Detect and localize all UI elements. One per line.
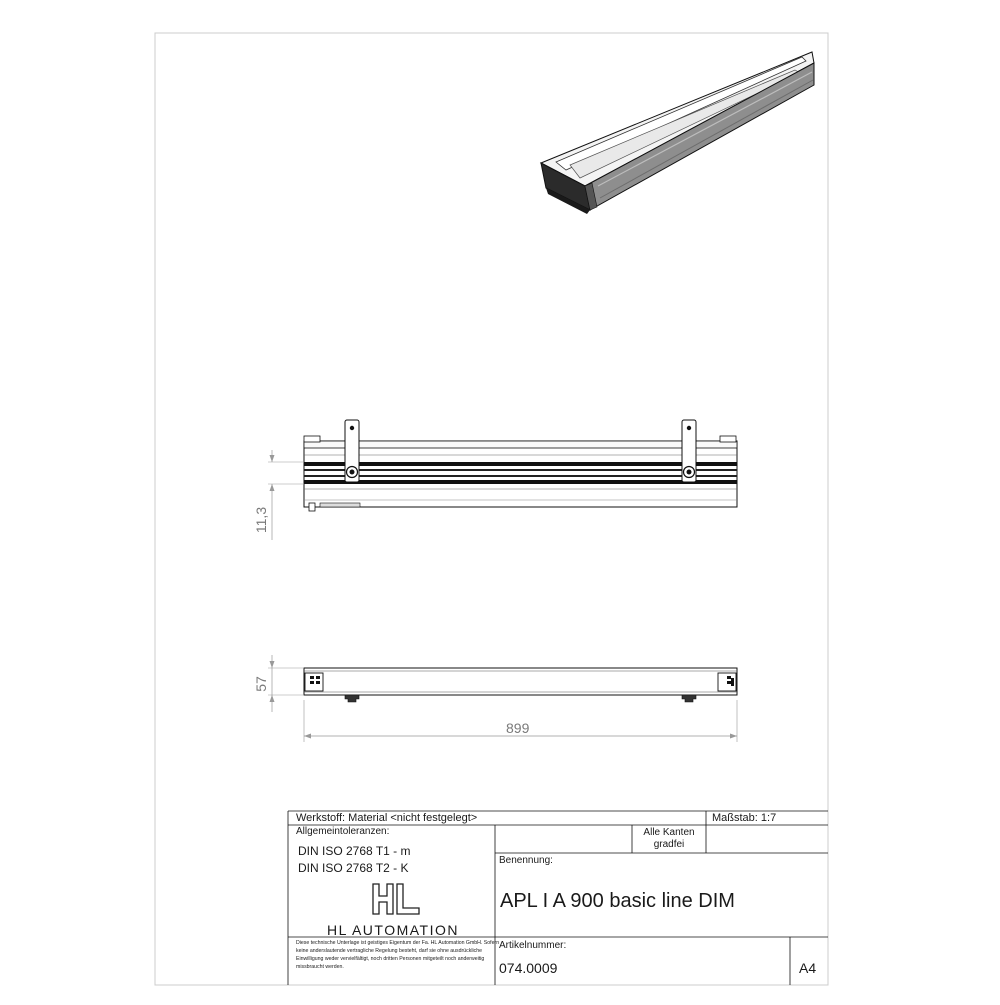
tolerance-2: DIN ISO 2768 T2 - K — [298, 861, 409, 875]
copyright-note: Diese technische Unterlage ist geistiges Eigentum der Fa. HL Automation GmbH. Sofern keine anderslautende vertragliche Regelung besteht, darf sie ohne ausdrückliche Einwilligung weder vervielfältigt, noch dritten Personen mitgeteilt noch anderweitig missbraucht werden. — [296, 940, 500, 971]
edges-note-line1: Alle Kanten — [643, 827, 695, 838]
hl-logo-icon — [373, 884, 419, 914]
name-label: Benennung: — [499, 855, 553, 866]
company-name: HL AUTOMATION — [326, 922, 460, 938]
dimension-length: 899 — [506, 720, 530, 736]
article-label: Artikelnummer: — [499, 940, 567, 951]
tolerances-label: Allgemeintoleranzen: — [296, 826, 390, 837]
bottom-view — [268, 655, 737, 742]
iso-view — [541, 52, 814, 214]
drawing-title: APL I A 900 basic line DIM — [500, 890, 735, 912]
material-field: Werkstoff: Material <nicht festgelegt> — [296, 812, 478, 824]
edges-note-line2: gradfei — [653, 839, 685, 850]
article-number: 074.0009 — [499, 960, 558, 976]
scale-field: Maßstab: 1:7 — [712, 812, 777, 824]
tolerance-1: DIN ISO 2768 T1 - m — [298, 844, 411, 858]
sheet-format: A4 — [799, 960, 817, 976]
front-view — [268, 420, 737, 540]
dimension-height-front: 11,3 — [253, 506, 269, 534]
dimension-height-bottom: 57 — [253, 676, 269, 692]
